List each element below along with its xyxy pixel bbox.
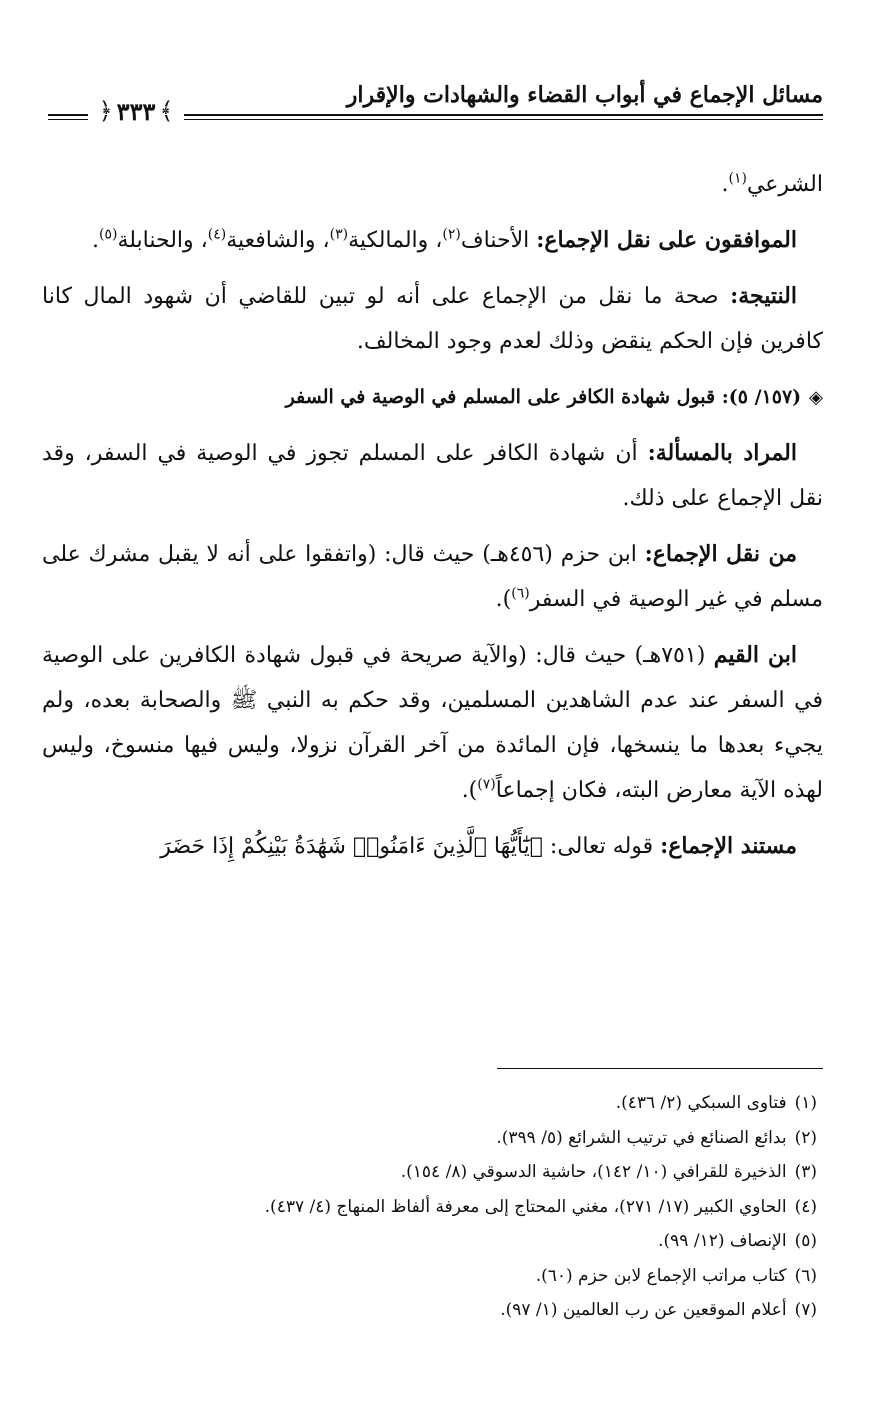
footnote-item (60, 1086, 817, 1121)
footnote-item (60, 1190, 817, 1225)
footnote-number: (٢) (794, 1127, 817, 1148)
paragraph-text: صحة ما نقل من الإجماع على أنه لو تبين للقاضي أن شهود المال كانا كافرين فإن الحكم ينقض وذلك لعدم وجود المخالف. (42, 284, 823, 354)
ornament-bracket-right: ﴾ (159, 97, 174, 125)
footnote-item (60, 1224, 817, 1259)
footnote-text: كتاب مراتب الإجماع لابن حزم (٦٠). (535, 1265, 787, 1286)
page-number-ornament (88, 93, 184, 129)
paragraph-text: ابن حزم (٤٥٦هـ) حيث قال: (واتفقوا على أنه لا يقبل مشرك على مسلم في غير الوصية في السفر (42, 542, 823, 612)
paragraph-continuation (42, 162, 823, 207)
running-header-title: مسائل الإجماع في أبواب القضاء والشهادات والإقرار (346, 82, 823, 108)
section-label: ابن القيم (713, 642, 797, 668)
footnotes (60, 1086, 817, 1328)
paragraph-text: ، والشافعية (226, 228, 330, 253)
issue-heading (42, 375, 823, 420)
ornament-bracket-left: ﴿ (98, 97, 113, 125)
paragraph-text: الأحناف (460, 228, 530, 253)
footnote-ref: (١) (728, 170, 747, 187)
page-number: ٣٣٣ (116, 96, 156, 126)
footnote-text: بدائع الصنائع في ترتيب الشرائع (٥/ ٣٩٩). (496, 1127, 787, 1148)
paragraph-text: الشرعي (746, 172, 823, 197)
paragraph-text: قوله تعالى: (549, 834, 654, 859)
footnote-number: (٤) (794, 1196, 817, 1217)
footnote-number: (٦) (794, 1265, 817, 1286)
footnote-ref: (٤) (207, 226, 227, 243)
paragraph-end: . (92, 228, 99, 253)
footnote-ref: (٣) (329, 226, 349, 243)
footnote-ref: (٦) (511, 585, 530, 602)
paragraph-end: ). (461, 778, 478, 803)
footnote-number: (٥) (794, 1231, 817, 1251)
paragraph-result (42, 274, 823, 364)
section-label: مستند الإجماع: (660, 833, 797, 859)
paragraph-end: ). (495, 587, 512, 612)
paragraph-evidence (42, 824, 823, 869)
issue-number: (١٥٧/ ٥): (721, 386, 802, 408)
paragraph-meaning (42, 431, 823, 521)
diamond-icon: ◈ (809, 387, 823, 408)
issue-title: قبول شهادة الكافر على المسلم في الوصية في السفر (285, 386, 716, 408)
section-label: من نقل الإجماع: (644, 541, 797, 567)
paragraph-text: (٧٥١هـ) حيث قال: (والآية صريحة في قبول شهادة الكافرين على الوصية في السفر عند عدم الشاهدين المسلمين، وقد حكم به النبي ﷺ والصحابة بعده، ولم يجيء بعدها ما ينسخها، فإن المائدة من آخر القرآن نزولا، وليس فيها منسوخ، وليس لهذه الآية معارض البته، فكان إجماعاً (42, 643, 823, 803)
quran-verse: ﴿يَٰٓأَيُّهَا ٱلَّذِينَ ءَامَنُوا۟ شَهَٰدَةُ بَيْنِكُمْ إِذَا حَضَرَ (160, 834, 543, 859)
footnote-ref: (٢) (442, 226, 461, 243)
footnote-item (60, 1293, 817, 1328)
paragraph-text: ، والمالكية (348, 228, 443, 253)
footnote-text: أعلام الموقعين عن رب العالمين (١/ ٩٧). (500, 1300, 787, 1320)
paragraph-text: ، والحنابلة (117, 228, 208, 253)
footnote-item (60, 1259, 817, 1294)
section-label: المراد بالمسألة: (647, 440, 797, 466)
footnote-item (60, 1121, 817, 1156)
paragraph-agreeing (42, 218, 823, 263)
paragraph-transmitter (42, 532, 823, 622)
paragraph-end: . (721, 172, 729, 197)
footnote-ref: (٥) (99, 226, 118, 243)
footnote-item (60, 1155, 817, 1190)
main-text (42, 162, 823, 880)
footnote-separator (497, 1068, 823, 1069)
footnote-ref: (٧) (477, 776, 496, 793)
paragraph-text: أن شهادة الكافر على المسلم تجوز في الوصية في السفر، وقد نقل الإجماع على ذلك. (42, 441, 823, 511)
footnote-number: (٣) (794, 1162, 817, 1182)
footnote-text: الذخيرة للقرافي (١٠/ ١٤٢)، حاشية الدسوقي (٨/ ١٥٤). (400, 1162, 787, 1182)
footnote-text: الإنصاف (١٢/ ٩٩). (658, 1231, 787, 1251)
footnote-text: الحاوي الكبير (١٧/ ٢٧١)، مغني المحتاج إلى معرفة ألفاظ المنهاج (٤/ ٤٣٧). (264, 1196, 787, 1217)
paragraph-ibn-qayyim (42, 633, 823, 813)
footnote-number: (١) (794, 1093, 817, 1113)
section-label: النتيجة: (730, 283, 797, 309)
section-label: الموافقون على نقل الإجماع: (536, 227, 797, 253)
footnote-number: (٧) (794, 1300, 817, 1320)
footnote-text: فتاوى السبكي (٢/ ٤٣٦). (615, 1093, 787, 1113)
